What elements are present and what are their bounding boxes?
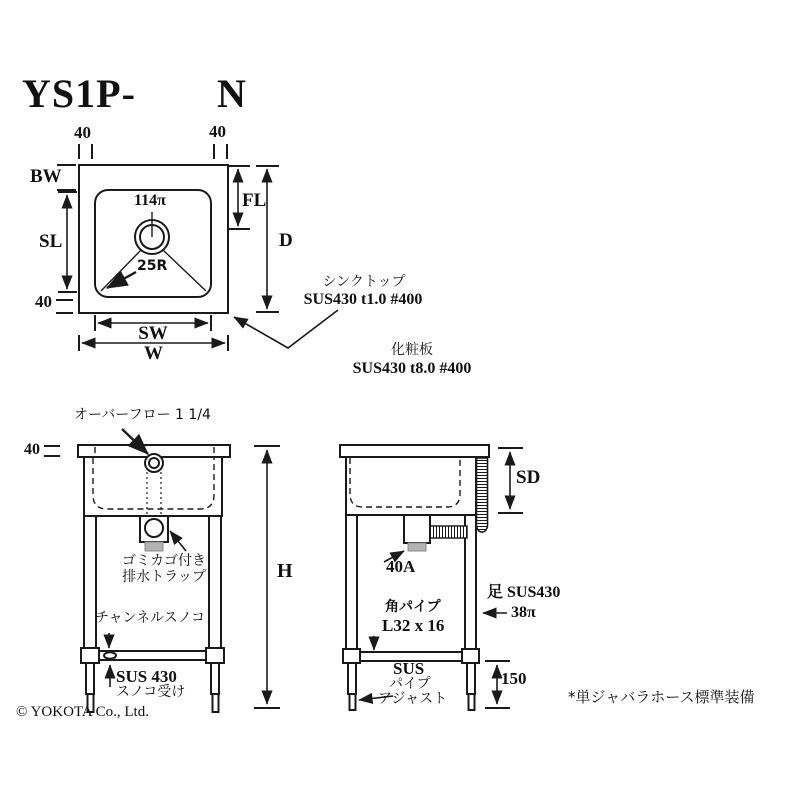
dim-150: 150	[501, 669, 527, 688]
leg-spec-line2: 38π	[511, 604, 536, 621]
front-left-leg	[84, 516, 96, 648]
drain-size: 40A	[386, 557, 416, 576]
dim-sw: SW	[138, 323, 168, 344]
side-left-leg	[346, 515, 357, 649]
dim-40-top-right: 40	[209, 122, 226, 141]
slat-support-line2: スノコ受け	[116, 684, 186, 700]
adjuster-line3: アジャスト	[378, 691, 448, 707]
overflow-label: オーバーフロー 1 1/4	[74, 407, 211, 423]
model-number: YS1P-	[22, 71, 136, 116]
sink-top-spec: SUS430 t1.0 #400	[303, 291, 423, 308]
leg-spec-line1: 足 SUS430	[487, 584, 561, 601]
pipe-spec-line2: L32 x 16	[382, 616, 445, 635]
jabara-hose-vertical	[477, 458, 488, 532]
dim-w: W	[144, 343, 163, 364]
side-left-adjuster-foot	[350, 694, 356, 710]
panel-label: 化粧板	[391, 342, 433, 358]
sink-top-leader	[234, 310, 338, 348]
side-right-adjuster-foot	[469, 694, 475, 710]
dim-40-bottom: 40	[35, 292, 52, 311]
model-suffix: N	[217, 71, 247, 116]
slat-support-line1: SUS 430	[116, 667, 177, 686]
channel-slat-label: チャンネルスノコ	[95, 610, 206, 626]
dim-40-top-left: 40	[74, 123, 91, 142]
copyright-text: © YOKOTA Co., Ltd.	[16, 704, 149, 720]
dim-h: H	[277, 560, 293, 582]
drain-diameter: 114π	[134, 192, 166, 209]
adjuster-line1: SUS	[393, 659, 425, 678]
front-dim-40: 40	[24, 441, 40, 458]
dim-bw: BW	[30, 166, 62, 187]
adjuster-line2: パイプ	[389, 676, 431, 692]
drain-trap-outlet	[145, 542, 163, 551]
side-counter-top	[340, 445, 489, 457]
overflow-hole-outer	[145, 454, 163, 472]
dim-fl: FL	[242, 190, 267, 211]
dim-sl: SL	[39, 231, 63, 252]
side-drain-outlet	[408, 543, 426, 551]
dim-d: D	[279, 230, 293, 251]
front-right-leg	[209, 516, 221, 648]
side-drain-box	[404, 515, 430, 543]
top-view-drawing	[56, 144, 338, 351]
trap-arrow	[170, 531, 186, 551]
hose-note: *単ジャバラホース標準装備	[568, 688, 755, 706]
corner-radius: 25R	[137, 258, 168, 274]
dim-sd: SD	[516, 467, 541, 488]
sink-top-label: シンクトップ	[322, 274, 406, 290]
trap-label-line1: ゴミカゴ付き	[122, 553, 206, 569]
pipe-spec-line1: 角パイプ	[385, 599, 441, 615]
jabara-hose-horizontal	[430, 526, 467, 538]
panel-spec: SUS430 t8.0 #400	[352, 360, 472, 377]
front-right-adjuster-foot	[213, 694, 219, 712]
trap-label-line2: 排水トラップ	[122, 569, 206, 585]
side-view-drawing	[340, 445, 523, 710]
